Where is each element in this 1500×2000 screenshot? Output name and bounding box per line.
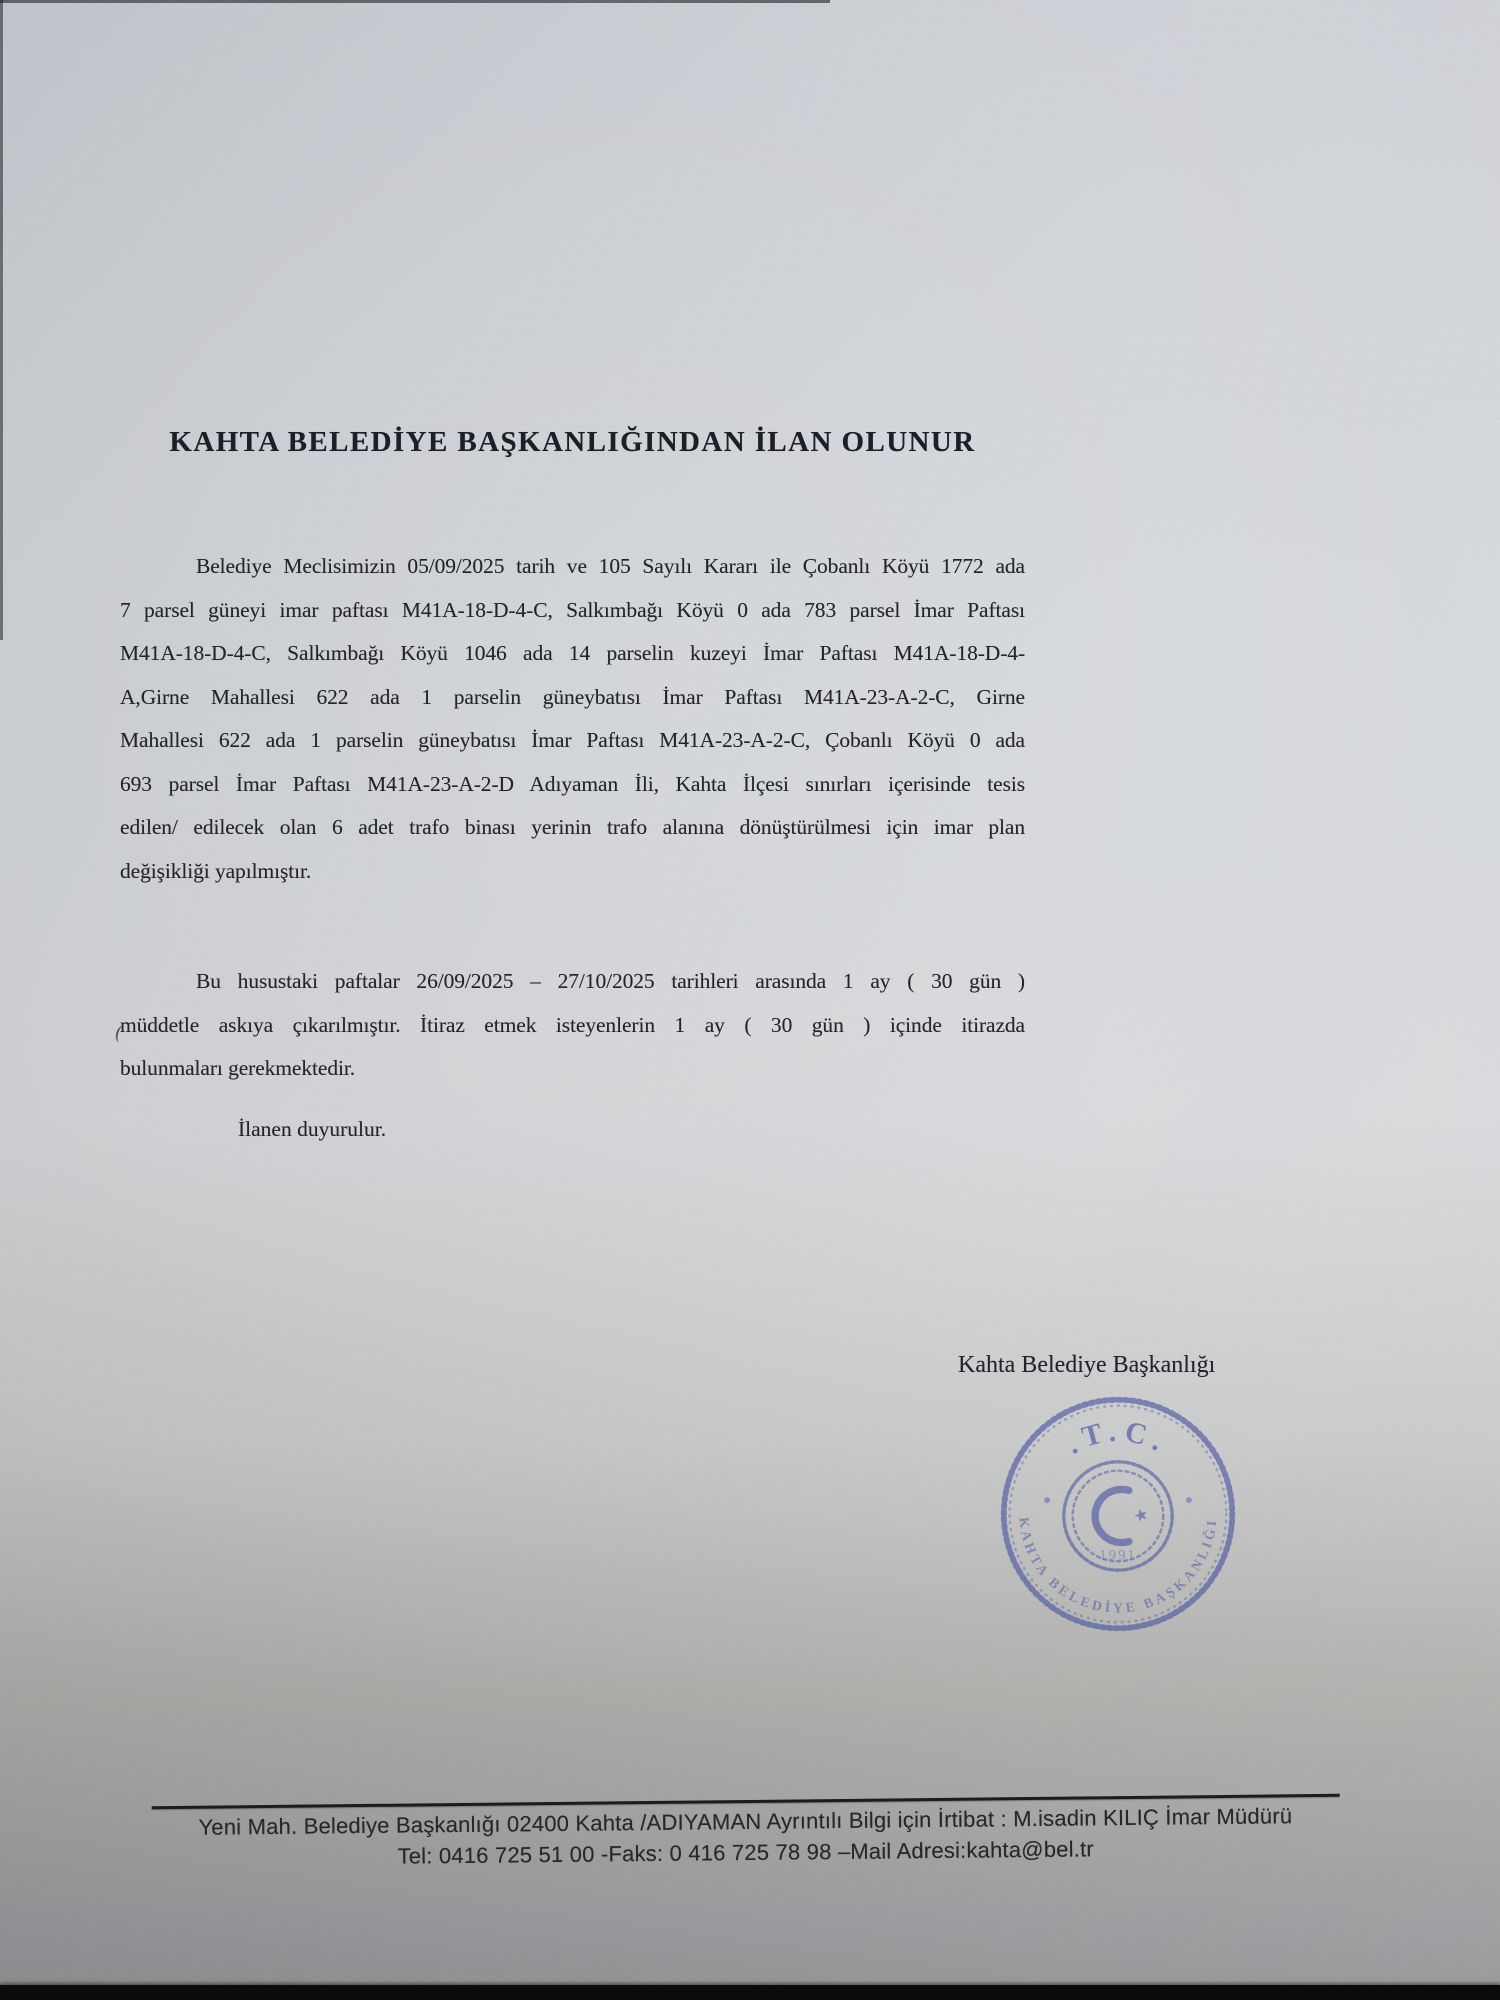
body-paragraph-2 xyxy=(120,960,1025,1091)
scan-edge-bottom xyxy=(0,1985,1500,2000)
announcement-title: KAHTA BELEDİYE BAŞKANLIĞINDAN İLAN OLUNUR xyxy=(169,426,976,458)
body-line: değişikliği yapılmıştır. xyxy=(120,858,312,883)
body-line: edilen/ edilecek olan 6 adet trafo binası yerinin trafo alanına dönüştürülmesi için imar plan xyxy=(120,815,1025,839)
body-line: Belediye Meclisimizin 05/09/2025 tarih ve 105 Sayılı Kararı ile Çobanlı Köyü 1772 ada xyxy=(196,554,1025,578)
body-line: Mahallesi 622 ada 1 parselin güneybatısı İmar Paftası M41A-23-A-2-C, Çobanlı Köyü 0 ada xyxy=(120,728,1025,752)
body-line: M41A-18-D-4-C, Salkımbağı Köyü 1046 ada 14 parselin kuzeyi İmar Paftası M41A-18-D-4- xyxy=(120,641,1025,665)
stamp-tc-text: .T.C. xyxy=(1060,1415,1176,1461)
body-line: 693 parsel İmar Paftası M41A-23-A-2-D Adıyaman İli, Kahta İlçesi sınırları içerisinde tesis xyxy=(120,771,1025,796)
official-stamp xyxy=(990,1386,1246,1642)
body-paragraph-1 xyxy=(120,545,1025,893)
footer-contact-line: Tel: 0416 725 51 00 -Faks: 0 416 725 78 98 –Mail Adresi:kahta@bel.tr xyxy=(397,1836,1095,1869)
stamp-year: 1991 xyxy=(1099,1547,1137,1564)
body-line: bulunmaları gerekmektedir. xyxy=(120,1056,356,1080)
signature-line: Kahta Belediye Başkanlığı xyxy=(958,1352,1216,1378)
stamp-crescent-icon xyxy=(1095,1489,1129,1542)
svg-text:.T.C. xyxy=(1061,1416,1176,1461)
stamp-ornament-dot xyxy=(1044,1497,1050,1503)
body-line: Bu husustaki paftalar 26/09/2025 – 27/10/2025 tarihleri arasında 1 ay ( 30 gün ) xyxy=(196,969,1025,993)
stamp-ring-text: KAHTA BELEDİYE BAŞKANLIĞI xyxy=(1016,1516,1220,1616)
body-line: A,Girne Mahallesi 622 ada 1 parselin güneybatısı İmar Paftası M41A-23-A-2-C, Girne xyxy=(120,684,1025,709)
closing-line: İlanen duyurulur. xyxy=(238,1117,387,1141)
footer-address-line: Yeni Mah. Belediye Başkanlığı 02400 Kahta /ADIYAMAN Ayrıntılı Bilgi için İrtibat : M.isadin KILIÇ İmar Müdürü xyxy=(198,1803,1293,1840)
stamp-ornament-dot xyxy=(1186,1497,1192,1503)
body-line: müddetle askıya çıkarılmıştır. İtiraz etmek isteyenlerin 1 ay ( 30 gün ) içinde itirazda xyxy=(120,1012,1025,1037)
footer xyxy=(138,1794,1354,1873)
body-line: 7 parsel güneyi imar paftası M41A-18-D-4-C, Salkımbağı Köyü 0 ada 783 parsel İmar Paftası xyxy=(120,597,1025,622)
scan-edge-top xyxy=(0,0,830,3)
scan-edge-left xyxy=(0,0,3,640)
stamp-star-icon: ★ xyxy=(1131,1503,1152,1527)
